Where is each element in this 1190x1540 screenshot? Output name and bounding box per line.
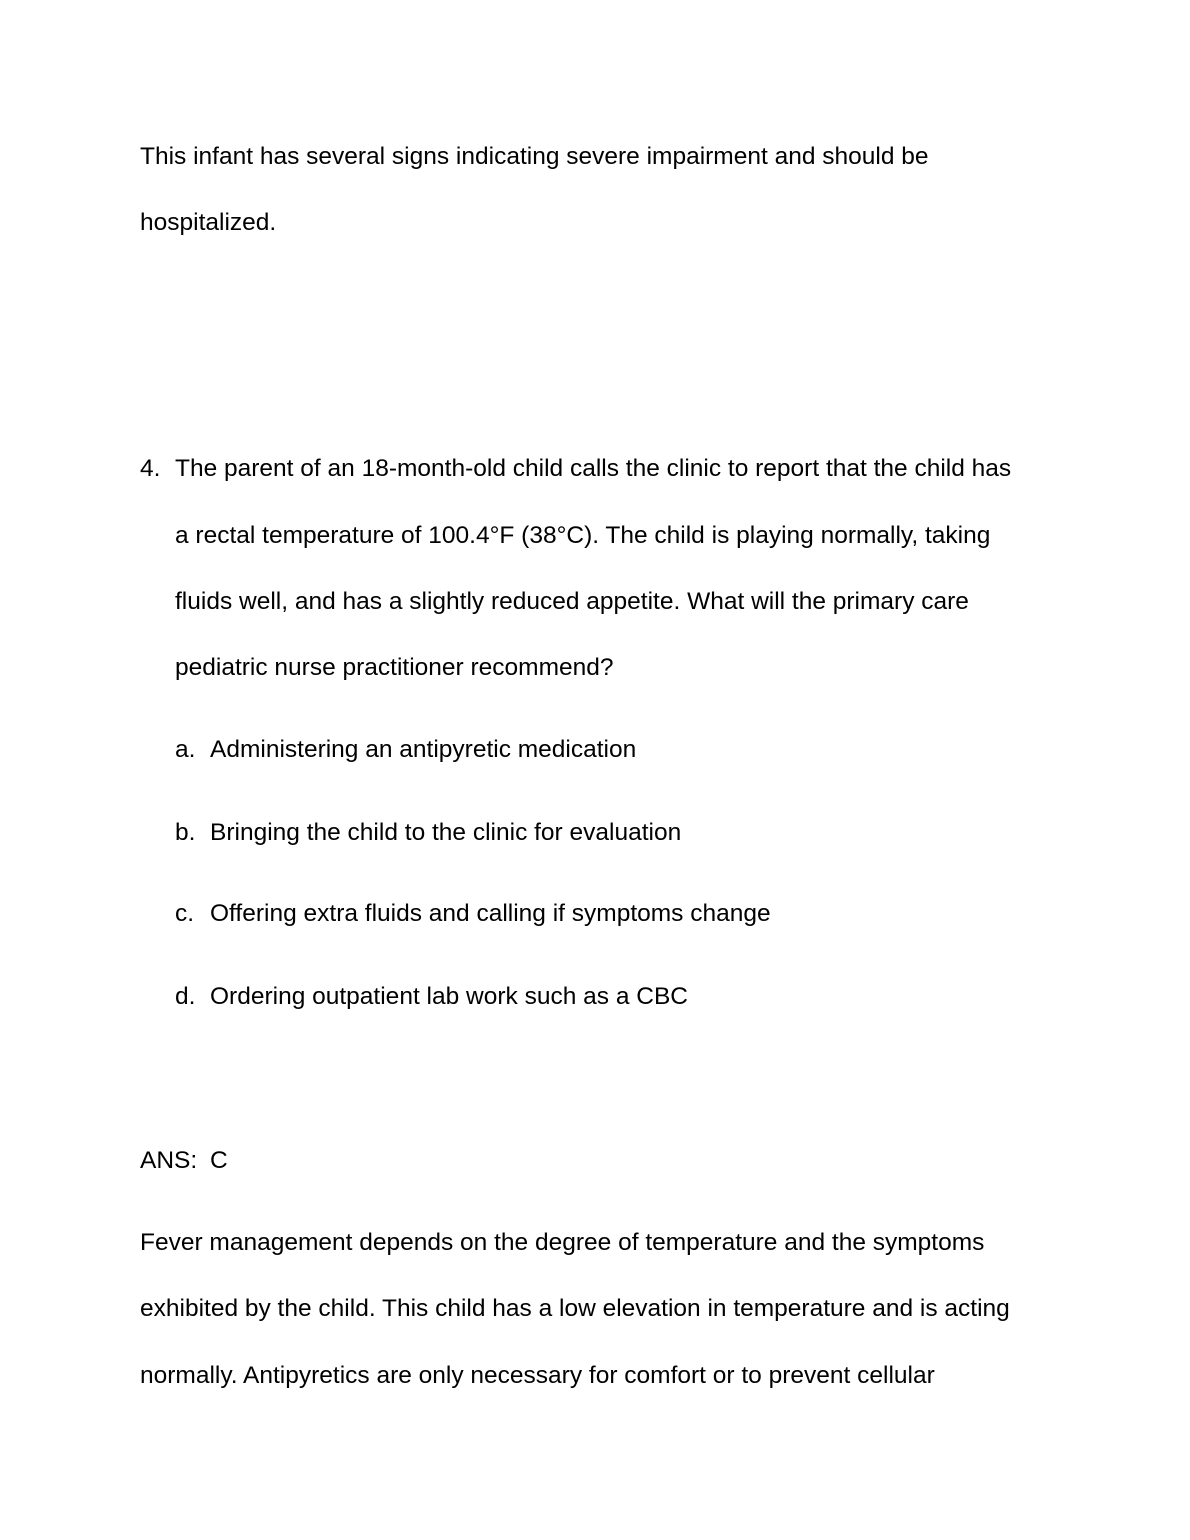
answer-label: ANS: (140, 1147, 198, 1174)
intro-line: hospitalized. (140, 209, 277, 236)
option-text: Ordering outpatient lab work such as a CBC (210, 983, 688, 1010)
intro-line: This infant has several signs indicating severe impairment and should be (140, 143, 929, 170)
question-line: The parent of an 18-month-old child calls the clinic to report that the child has (175, 455, 1012, 482)
option-letter: b. (175, 819, 196, 846)
question-number: 4. (140, 455, 161, 482)
option-text: Bringing the child to the clinic for evaluation (210, 819, 682, 846)
option-letter: c. (175, 900, 195, 927)
rationale-line: normally. Antipyretics are only necessary for comfort or to prevent cellular (140, 1362, 935, 1389)
question-line: fluids well, and has a slightly reduced appetite. What will the primary care (175, 588, 969, 615)
question-line: a rectal temperature of 100.4°F (38°C). The child is playing normally, taking (175, 522, 991, 549)
option-letter: d. (175, 983, 196, 1010)
option-letter: a. (175, 736, 196, 763)
rationale-line: exhibited by the child. This child has a low elevation in temperature and is acting (140, 1295, 1010, 1322)
option-text: Administering an antipyretic medication (210, 736, 637, 763)
answer-value: C (210, 1147, 228, 1174)
question-line: pediatric nurse practitioner recommend? (175, 654, 614, 681)
option-text: Offering extra fluids and calling if symptoms change (210, 900, 771, 927)
rationale-line: Fever management depends on the degree of temperature and the symptoms (140, 1229, 985, 1256)
